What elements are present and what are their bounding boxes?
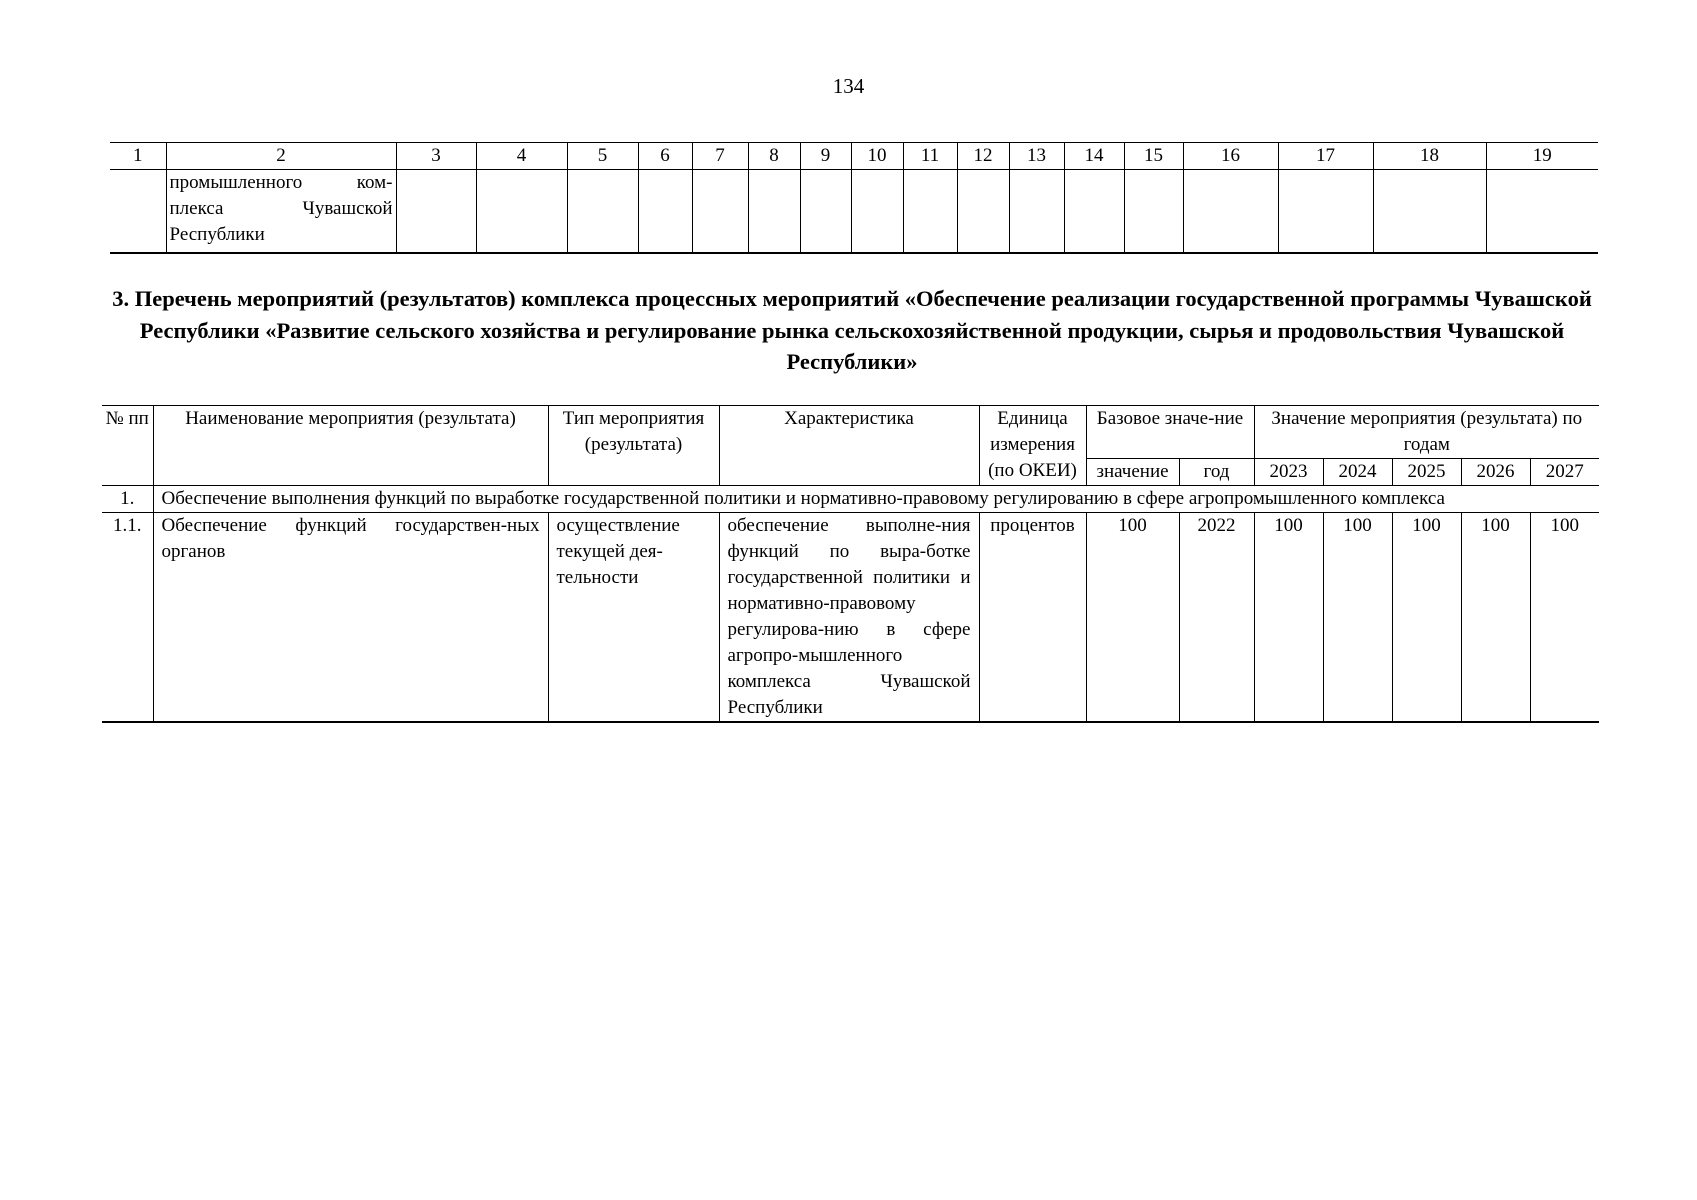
- column-number: 1: [110, 143, 166, 170]
- cell: [110, 170, 166, 254]
- cell: [1486, 170, 1598, 254]
- cell: [1064, 170, 1124, 254]
- header-year: 2023: [1254, 459, 1323, 486]
- column-number: 6: [638, 143, 692, 170]
- item-unit: процентов: [979, 513, 1086, 723]
- header-years-group: Значение мероприятия (результата) по годам: [1254, 406, 1599, 459]
- column-number-row: [110, 143, 1598, 170]
- column-number: 12: [957, 143, 1009, 170]
- item-year-value: 100: [1323, 513, 1392, 723]
- column-number: 9: [800, 143, 851, 170]
- header-year: 2027: [1530, 459, 1599, 486]
- column-number: 17: [1278, 143, 1373, 170]
- item-characteristic: обеспечение выполне-ния функций по выра-ботке государственной политики и нормативно-правовому регулирова-нию в сфере агропро-мышленного комплекса Чувашской Республики: [719, 513, 979, 723]
- continued-text-line: плекса Чувашской: [169, 198, 393, 219]
- item-num: 1.1.: [102, 513, 153, 723]
- header-row: [102, 406, 1599, 459]
- cell: [567, 170, 638, 254]
- header-year: 2024: [1323, 459, 1392, 486]
- column-number: 4: [476, 143, 567, 170]
- column-number: 19: [1486, 143, 1598, 170]
- header-unit: Единица измерения (по ОКЕИ): [979, 406, 1086, 486]
- continuation-row: [110, 170, 1598, 254]
- group-num: 1.: [102, 486, 153, 513]
- cell: [1278, 170, 1373, 254]
- cell: [1373, 170, 1486, 254]
- column-number: 13: [1009, 143, 1064, 170]
- continued-text-cell: [166, 170, 396, 254]
- column-number: 10: [851, 143, 903, 170]
- cell: [1183, 170, 1278, 254]
- header-name: Наименование мероприятия (результата): [153, 406, 548, 486]
- column-number: 5: [567, 143, 638, 170]
- measures-table: [102, 405, 1599, 723]
- item-row: [102, 513, 1599, 723]
- cell: [800, 170, 851, 254]
- continuation-table: [110, 142, 1598, 254]
- cell: [1124, 170, 1183, 254]
- section-title: 3. Перечень мероприятий (результатов) комплекса процессных мероприятий «Обеспечение реализации государственной программы Чувашской Республики «Развитие сельского хозяйства и регулирование рынка сельскохозяйственной продукции, сырья и продовольствия Чувашской Республики»: [112, 286, 1592, 374]
- page-number: 134: [832, 74, 865, 98]
- column-number: 7: [692, 143, 748, 170]
- item-base-value: 100: [1086, 513, 1179, 723]
- item-type: осуществление текущей дея-тельности: [548, 513, 719, 723]
- header-num: № пп: [102, 406, 153, 486]
- column-number: 2: [166, 143, 396, 170]
- item-year-value: 100: [1254, 513, 1323, 723]
- group-row: [102, 486, 1599, 513]
- column-number: 18: [1373, 143, 1486, 170]
- header-base-value-value: значение: [1086, 459, 1179, 486]
- header-base-value-year: год: [1179, 459, 1254, 486]
- column-number: 16: [1183, 143, 1278, 170]
- column-number: 14: [1064, 143, 1124, 170]
- group-text: Обеспечение выполнения функций по выработке государственной политики и нормативно-правовому регулированию в сфере агропромышленного комплекса: [153, 486, 1599, 513]
- continued-text-line: промышленного ком-: [169, 172, 393, 193]
- column-number: 11: [903, 143, 957, 170]
- header-base-value: Базовое значе-ние: [1086, 406, 1254, 459]
- column-number: 15: [1124, 143, 1183, 170]
- header-year: 2026: [1461, 459, 1530, 486]
- item-base-year: 2022: [1179, 513, 1254, 723]
- item-year-value: 100: [1461, 513, 1530, 723]
- item-name: Обеспечение функций государствен-ных органов: [153, 513, 548, 723]
- item-year-value: 100: [1530, 513, 1599, 723]
- cell: [748, 170, 800, 254]
- column-number: 3: [396, 143, 476, 170]
- cell: [396, 170, 476, 254]
- cell: [692, 170, 748, 254]
- column-number: 8: [748, 143, 800, 170]
- continued-text-line: Республики: [169, 224, 265, 245]
- cell: [851, 170, 903, 254]
- cell: [957, 170, 1009, 254]
- header-type: Тип мероприятия (результата): [548, 406, 719, 486]
- header-year: 2025: [1392, 459, 1461, 486]
- cell: [476, 170, 567, 254]
- cell: [903, 170, 957, 254]
- cell: [638, 170, 692, 254]
- item-year-value: 100: [1392, 513, 1461, 723]
- header-characteristic: Характеристика: [719, 406, 979, 486]
- cell: [1009, 170, 1064, 254]
